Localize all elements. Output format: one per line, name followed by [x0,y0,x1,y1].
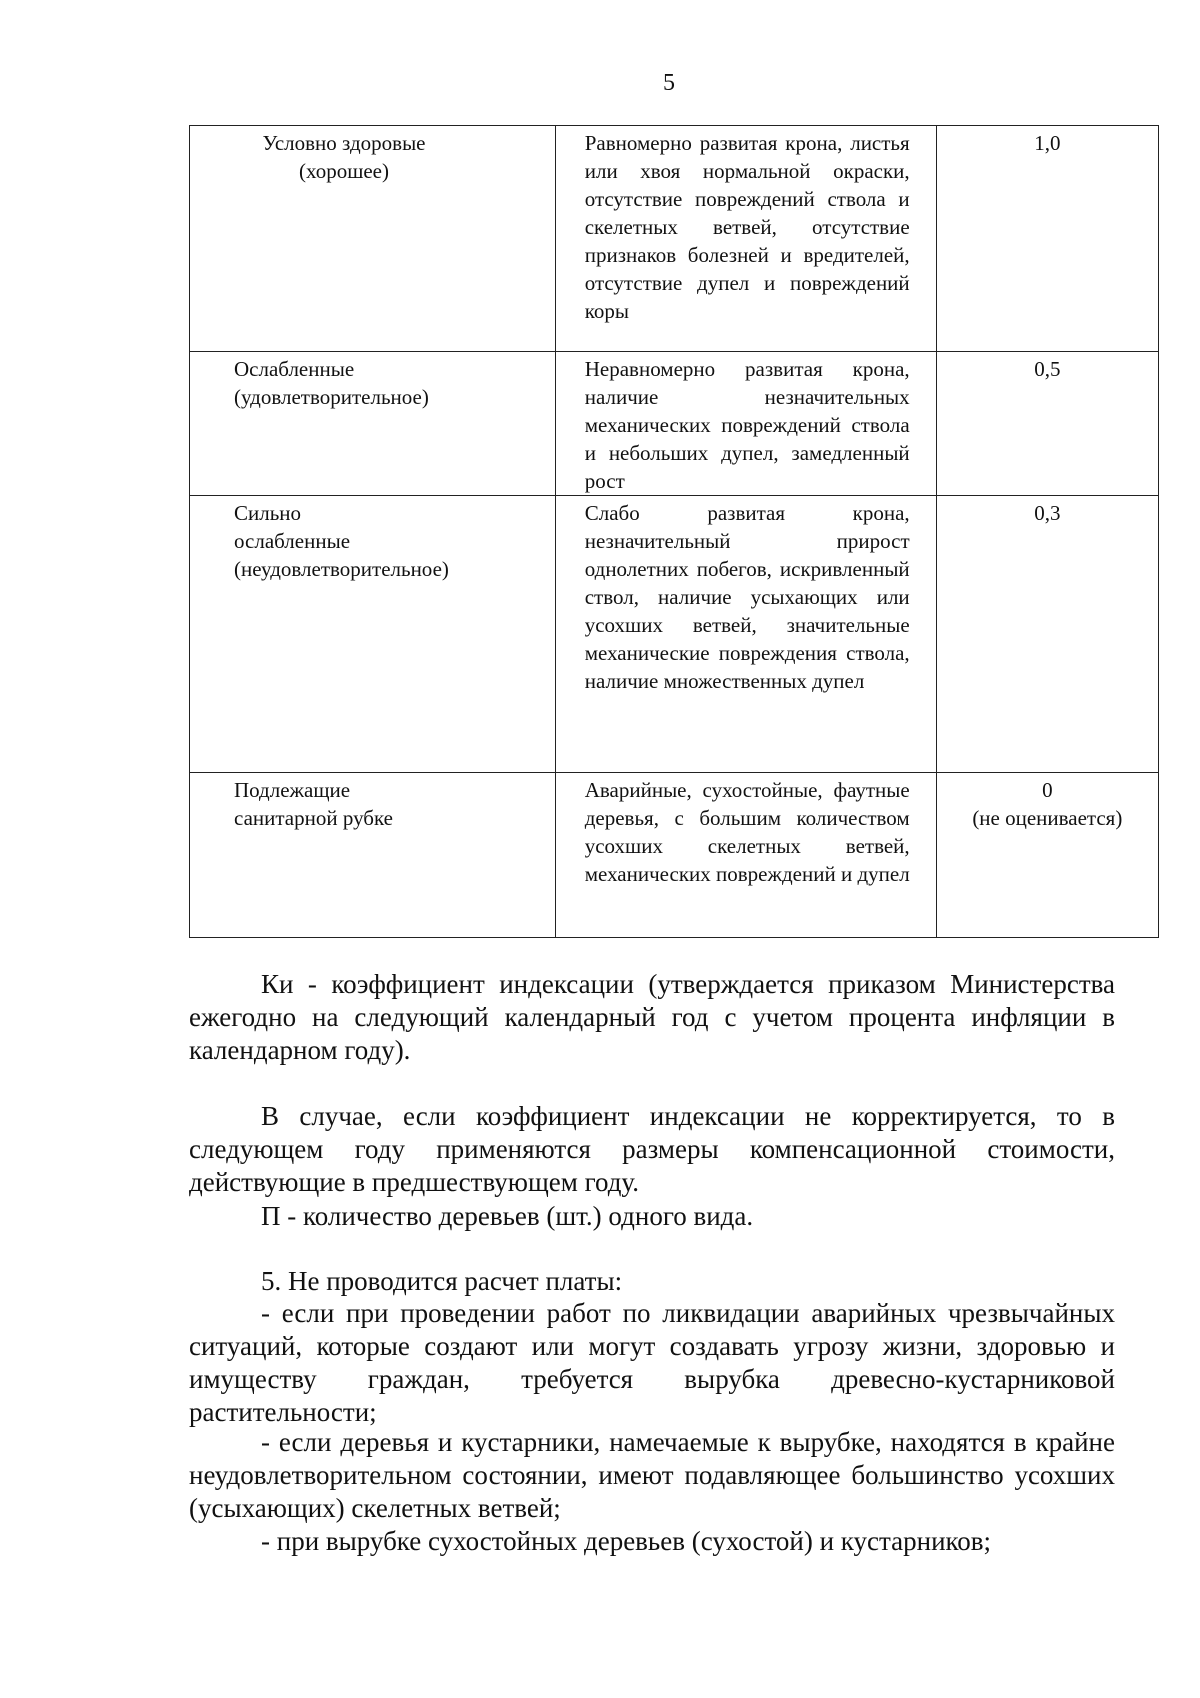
coefficient-cell: 0,3 [936,496,1158,773]
description-cell: Равномерно развитая крона, листья или хвоя нормальной окраски, отсутствие повреждений ствола и скелетных ветвей, отсутствие признаков болезней и вредителей, отсутствие дупел и повреждений коры [555,126,936,352]
tree-condition-table [189,125,1159,938]
item5-bullet-2: - если деревья и кустарники, намечаемые к вырубке, находятся в крайне неудовлетворительном состоянии, имеют подавляющее большинство усохших (усыхающих) скелетных ветвей; [189,1427,1115,1523]
item5-title: 5. Не проводится расчет платы: [261,1266,623,1296]
category-line: Ослабленные [234,357,355,381]
table-row [190,126,1159,352]
table-row [190,352,1159,496]
category-line: Условно здоровые [262,131,426,155]
coefficient-value: 0 [1042,778,1053,802]
category-line: ослабленные [234,529,351,553]
description-cell: Неравномерно развитая крона, наличие незначительных механических повреждений ствола и небольших дупел, замедленный рост [555,352,936,496]
category-line: (неудовлетворительное) [234,557,449,581]
item5-bullet-1: - если при проведении работ по ликвидации аварийных чрезвычайных ситуаций, которые создают или могут создавать угрозу жизни, здоровью и имуществу граждан, требуется вырубка древесно-кустарниковой растительности; [189,1298,1115,1427]
category-line: Сильно [234,501,302,525]
description-cell: Слабо развитая крона, незначительный прирост однолетних побегов, искривленный ствол, наличие усыхающих или усохших ветвей, значительные механические повреждения ствола, наличие множественных дупел [555,496,936,773]
paragraph-p-definition: П - количество деревьев (шт.) одного вида. [261,1201,754,1231]
category-cell [190,496,556,773]
category-cell [190,352,556,496]
paragraph-ki: Ки - коэффициент индексации (утверждается приказом Министерства ежегодно на следующий календарный год с учетом процента инфляции в календарном году). [189,969,1115,1065]
description-cell: Аварийные, сухостойные, фаутные деревья, с большим количеством усохших скелетных ветвей, механических повреждений и дупел [555,773,936,938]
category-cell [190,126,556,352]
category-line: (хорошее) [299,159,389,183]
coefficient-cell: 0,5 [936,352,1158,496]
category-line: (удовлетворительное) [234,385,429,409]
paragraph-no-correction: В случае, если коэффициент индексации не корректируется, то в следующем году применяются размеры компенсационной стоимости, действующие в предшествующем году. [189,1101,1115,1197]
category-cell [190,773,556,938]
coefficient-note: (не оценивается) [972,806,1123,830]
coefficient-cell [936,773,1158,938]
category-line: Подлежащие [234,778,351,802]
table-row [190,496,1159,773]
item5-bullet-3: - при вырубке сухостойных деревьев (сухостой) и кустарников; [261,1526,992,1556]
coefficient-cell: 1,0 [936,126,1158,352]
category-line: санитарной рубке [234,806,393,830]
page-number: 5 [663,70,675,96]
table-row [190,773,1159,938]
